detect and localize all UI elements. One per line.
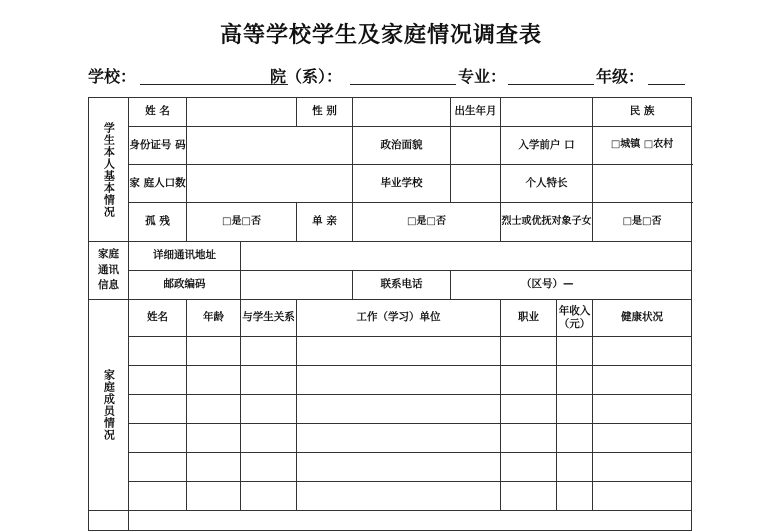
school-label: 学校： <box>88 67 137 86</box>
member-occupation-cell[interactable] <box>501 453 557 482</box>
phone-field[interactable]: （区号）— <box>451 271 692 300</box>
grade-blank[interactable] <box>648 84 685 85</box>
member-income-cell[interactable] <box>557 453 593 482</box>
single-parent-options[interactable]: □是□否 <box>353 203 501 242</box>
gender-label: 性 别 <box>297 98 353 127</box>
member-workplace-cell[interactable] <box>297 337 501 366</box>
orphan-label: 孤 残 <box>129 203 187 242</box>
col-header-health: 健康状况 <box>593 300 692 337</box>
member-workplace-cell[interactable] <box>297 424 501 453</box>
member-income-cell[interactable] <box>557 366 593 395</box>
member-relation-cell[interactable] <box>241 424 297 453</box>
member-health-cell[interactable] <box>593 366 692 395</box>
member-occupation-cell[interactable] <box>501 395 557 424</box>
ethnicity-label: 民 族 <box>629 105 655 118</box>
birth-field[interactable] <box>501 98 593 127</box>
member-age-cell[interactable] <box>187 453 241 482</box>
postcode-field[interactable] <box>241 271 353 300</box>
member-row <box>89 337 692 366</box>
orphan-options[interactable]: □是□否 <box>187 203 297 242</box>
member-age-cell[interactable] <box>187 337 241 366</box>
col-header-name: 姓名 <box>129 300 187 337</box>
member-name-cell[interactable] <box>129 366 187 395</box>
member-name-cell[interactable] <box>129 482 187 511</box>
martyr-options[interactable]: □是□否 <box>593 203 692 242</box>
member-health-cell[interactable] <box>593 453 692 482</box>
contact-section-header <box>89 242 129 300</box>
basic-section-title: 学生本人基本情况 <box>102 121 116 218</box>
member-workplace-cell[interactable] <box>297 453 501 482</box>
family-size-label: 家 庭人口数 <box>129 165 187 203</box>
gender-field[interactable] <box>353 98 451 127</box>
member-relation-cell[interactable] <box>241 482 297 511</box>
member-age-cell[interactable] <box>187 395 241 424</box>
next-section-field[interactable] <box>129 511 692 531</box>
family-size-field[interactable] <box>187 165 353 203</box>
address-label: 详细通讯地址 <box>129 242 241 271</box>
member-income-cell[interactable] <box>557 337 593 366</box>
major-blank[interactable] <box>508 84 594 85</box>
college-label: 院（系）： <box>270 67 343 86</box>
id-number-field[interactable] <box>187 127 353 165</box>
member-row <box>89 366 692 395</box>
member-relation-cell[interactable] <box>241 337 297 366</box>
member-name-cell[interactable] <box>129 453 187 482</box>
survey-table <box>88 97 692 531</box>
major-label: 专业： <box>458 67 507 86</box>
col-header-occupation: 职业 <box>501 300 557 337</box>
member-health-cell[interactable] <box>593 482 692 511</box>
member-occupation-cell[interactable] <box>501 366 557 395</box>
member-name-cell[interactable] <box>129 395 187 424</box>
member-row <box>89 395 692 424</box>
id-number-label: 身份证号 码 <box>129 127 187 165</box>
members-section-title: 家庭成员情况 <box>102 369 116 441</box>
member-name-cell[interactable] <box>129 337 187 366</box>
member-income-cell[interactable] <box>557 482 593 511</box>
specialty-label: 个人特长 <box>501 165 593 203</box>
specialty-field[interactable] <box>593 165 692 203</box>
member-workplace-cell[interactable] <box>297 366 501 395</box>
form-title: 高等学校学生及家庭情况调查表 <box>219 22 542 48</box>
hukou-label: 入学前户 口 <box>501 127 593 165</box>
next-section-header <box>89 511 129 531</box>
name-label: 姓 名 <box>129 98 187 127</box>
member-health-cell[interactable] <box>593 337 692 366</box>
member-row <box>89 453 692 482</box>
next-section-row <box>89 511 692 531</box>
basic-section-header <box>89 98 129 242</box>
member-age-cell[interactable] <box>187 366 241 395</box>
members-section-header <box>89 300 129 511</box>
member-occupation-cell[interactable] <box>501 337 557 366</box>
address-field[interactable] <box>241 242 692 271</box>
member-income-cell[interactable] <box>557 424 593 453</box>
politics-field[interactable] <box>451 127 501 165</box>
member-workplace-cell[interactable] <box>297 395 501 424</box>
member-relation-cell[interactable] <box>241 395 297 424</box>
member-age-cell[interactable] <box>187 424 241 453</box>
college-blank[interactable] <box>350 84 456 85</box>
member-row <box>89 424 692 453</box>
postcode-label: 邮政编码 <box>129 271 241 300</box>
col-header-workplace: 工作（学习）单位 <box>297 300 501 337</box>
member-row <box>89 482 692 511</box>
col-header-income: 年收入（元） <box>557 300 593 337</box>
grad-school-field[interactable] <box>451 165 501 203</box>
birth-label: 出生年月 <box>451 98 501 127</box>
name-field[interactable] <box>187 98 297 127</box>
member-relation-cell[interactable] <box>241 366 297 395</box>
member-income-cell[interactable] <box>557 395 593 424</box>
grad-school-label: 毕业学校 <box>353 165 451 203</box>
member-health-cell[interactable] <box>593 424 692 453</box>
hukou-options[interactable]: □城镇 □农村 <box>593 127 692 165</box>
contact-section-title: 家庭通讯信息 <box>98 247 119 292</box>
member-occupation-cell[interactable] <box>501 424 557 453</box>
member-workplace-cell[interactable] <box>297 482 501 511</box>
member-occupation-cell[interactable] <box>501 482 557 511</box>
member-name-cell[interactable] <box>129 424 187 453</box>
col-header-relation: 与学生关系 <box>241 300 297 337</box>
phone-label: 联系电话 <box>353 271 451 300</box>
header-info-line <box>88 64 698 90</box>
grade-label: 年级： <box>596 67 645 86</box>
politics-label: 政治面貌 <box>353 127 451 165</box>
member-age-cell[interactable] <box>187 482 241 511</box>
martyr-label: 烈士或优抚对象子女 <box>501 203 593 242</box>
member-relation-cell[interactable] <box>241 453 297 482</box>
ethnicity-cell[interactable] <box>593 98 692 127</box>
single-parent-label: 单 亲 <box>297 203 353 242</box>
col-header-age: 年龄 <box>187 300 241 337</box>
member-health-cell[interactable] <box>593 395 692 424</box>
school-blank[interactable] <box>140 84 288 85</box>
